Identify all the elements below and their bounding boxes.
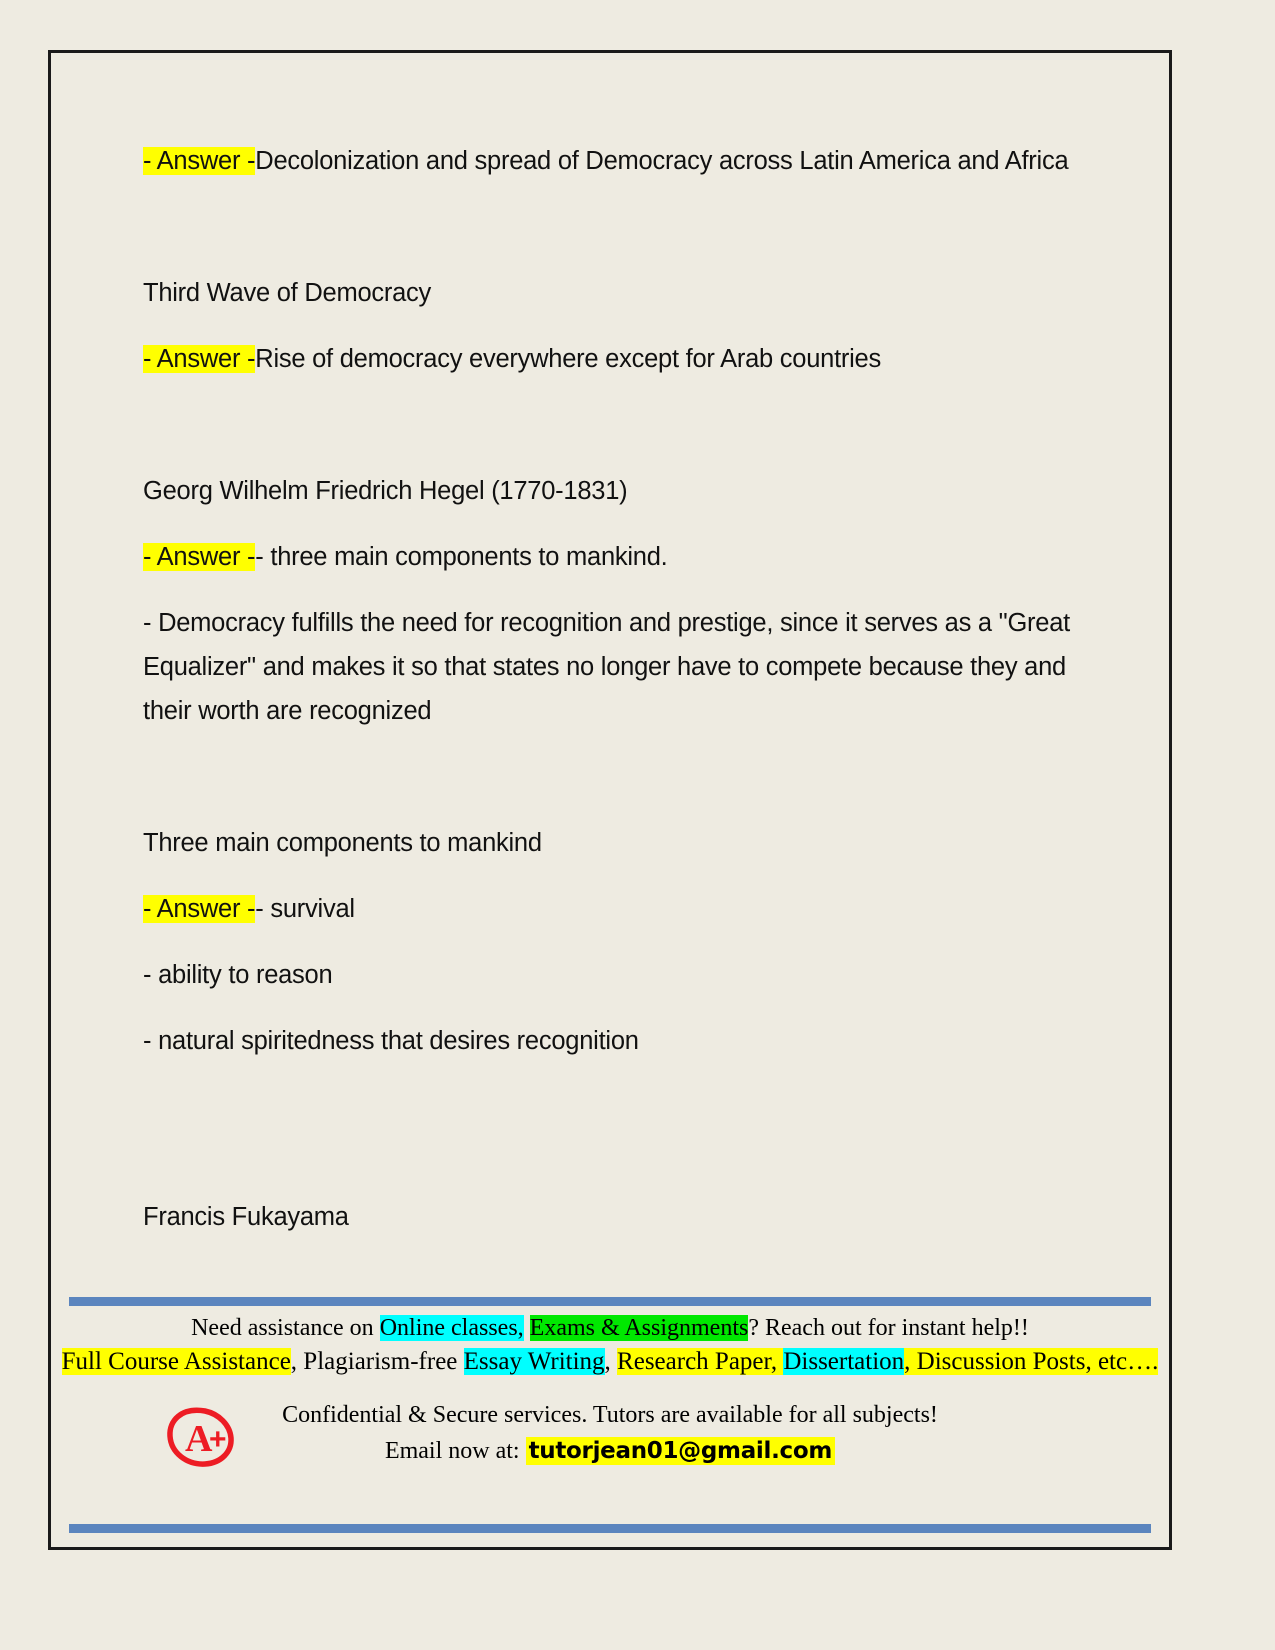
footer-line-assistance xyxy=(51,1311,1169,1345)
footer-hl-full-course-assistance: Full Course Assistance xyxy=(61,1348,291,1375)
heading-third-wave: Third Wave of Democracy xyxy=(143,279,432,307)
svg-text:+: + xyxy=(209,1423,227,1456)
footer-hl-research-paper: Research Paper, xyxy=(617,1348,784,1375)
document-page xyxy=(48,50,1172,1550)
svg-text:A: A xyxy=(185,1418,213,1460)
footer-plain-plagiarism-free: , Plagiarism-free xyxy=(290,1348,464,1375)
spacer xyxy=(143,183,1103,271)
heading-francis-fukayama: Francis Fukayama xyxy=(143,1203,349,1231)
footer-email-address[interactable]: tutorjean01@gmail.com xyxy=(526,1437,835,1465)
answer-tag: - Answer - xyxy=(143,345,256,373)
answer-paragraph-4 xyxy=(143,887,1103,931)
heading-hegel: Georg Wilhelm Friedrich Hegel (1770-1831) xyxy=(143,477,628,505)
detail-paragraph-democracy: - Democracy fulfills the need for recognition and prestige, since it serves as a "Great Equalizer" and makes it so that states no longer have to compete because they and their worth are recognized xyxy=(143,609,1070,725)
footer-line-services xyxy=(51,1345,1169,1379)
answer-tag: - Answer - xyxy=(143,895,256,923)
spacer xyxy=(143,865,1103,887)
footer-hl-online-classes: Online classes, xyxy=(379,1315,524,1341)
a-plus-logo-icon xyxy=(161,1401,239,1473)
answer-tag: - Answer - xyxy=(143,147,256,175)
footer-text-part1: Need assistance on xyxy=(191,1315,380,1341)
answer-text: Rise of democracy everywhere except for Arab countries xyxy=(255,345,881,373)
notes-body xyxy=(143,139,1103,1239)
answer-text: - three main components to mankind. xyxy=(255,543,668,571)
footer-divider-bottom xyxy=(69,1524,1151,1533)
footer-lower-block xyxy=(51,1397,1169,1489)
footer-text-part2: ? Reach out for instant help!! xyxy=(748,1315,1029,1341)
footer-hl-dissertation: Dissertation xyxy=(783,1348,905,1375)
footer-content xyxy=(51,1311,1169,1489)
footer-divider-top xyxy=(69,1297,1151,1306)
bullet-natural-spiritedness: - natural spiritedness that desires recognition xyxy=(143,1027,639,1055)
spacer xyxy=(143,381,1103,469)
footer-space xyxy=(524,1315,530,1341)
spacer xyxy=(143,513,1103,535)
bullet-ability-to-reason: - ability to reason xyxy=(143,961,333,989)
answer-text: Decolonization and spread of Democracy across Latin America and Africa xyxy=(255,147,1069,175)
spacer xyxy=(143,579,1103,601)
heading-three-components: Three main components to mankind xyxy=(143,829,542,857)
footer-hl-discussion-posts: , Discussion Posts, etc…. xyxy=(904,1348,1159,1375)
answer-tag: - Answer - xyxy=(143,543,256,571)
footer-hl-exams-assignments: Exams & Assignments xyxy=(529,1315,749,1341)
answer-paragraph-2 xyxy=(143,337,1103,381)
answer-text: - survival xyxy=(255,895,355,923)
spacer xyxy=(143,931,1103,953)
footer-hl-essay-writing: Essay Writing xyxy=(463,1348,605,1375)
footer-email-label: Email now at: xyxy=(384,1438,526,1464)
answer-paragraph-1 xyxy=(143,139,1103,183)
answer-paragraph-3 xyxy=(143,535,1103,579)
promo-footer xyxy=(51,1297,1169,1547)
spacer xyxy=(143,1151,1103,1195)
spacer xyxy=(143,733,1103,821)
spacer xyxy=(143,997,1103,1019)
spacer xyxy=(143,1063,1103,1151)
footer-line-confidential: Confidential & Secure services. Tutors are available for all subjects! xyxy=(282,1402,938,1428)
footer-plain-comma: , xyxy=(604,1348,618,1375)
spacer xyxy=(143,315,1103,337)
